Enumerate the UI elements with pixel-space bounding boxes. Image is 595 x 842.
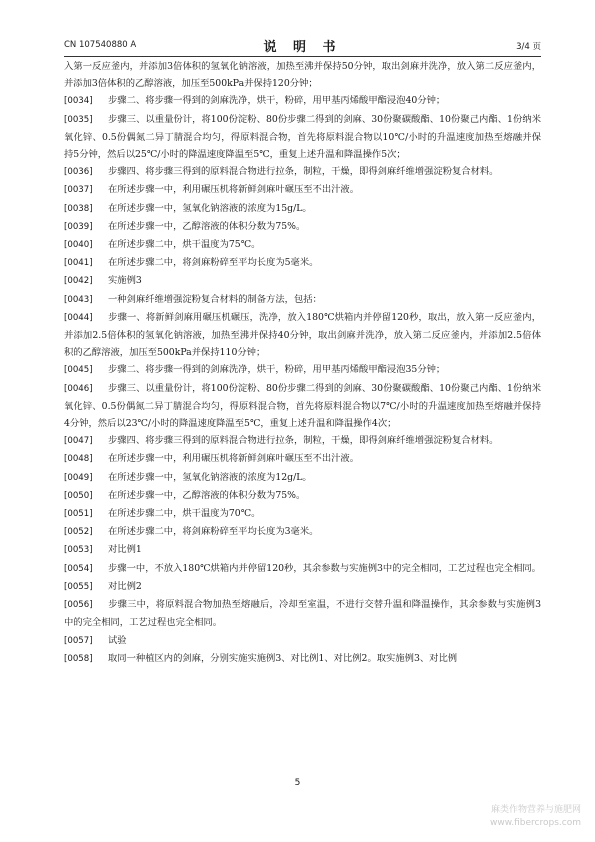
paragraph — [64, 361, 541, 379]
document-title: 说 明 书 — [263, 40, 342, 55]
paragraph-text: 步骤三、以重量份计，将100份淀粉、80份步骤二得到的剑麻、30份聚碳酸酯、10份聚己内酯、1份纳米氧化锌、0.5份偶氮二异丁腈混合均匀，得原料混合物，首先将原料混合物以7℃/小时的升温速度加热至熔融并保持4分钟，然后以23℃/小时的降温速度降温至5℃，重复上述升温和降温操作4次； — [64, 382, 541, 430]
paragraph-text: 一种剑麻纤维增强淀粉复合材料的制备方法，包括： — [108, 293, 322, 305]
paragraph — [64, 523, 541, 541]
paragraph — [64, 560, 541, 578]
paragraph — [64, 236, 541, 254]
paragraph-text: 在所述步骤一中，乙醇溶液的体积分数为75%。 — [108, 489, 306, 501]
paragraph — [64, 541, 541, 559]
paragraph-number: [0040] — [64, 240, 93, 251]
paragraph-text: 在所述步骤一中，利用碾压机将新鲜剑麻叶碾压至不出汁液。 — [108, 184, 360, 196]
paragraph-number: [0052] — [64, 527, 93, 538]
paragraph-text: 步骤二、将步骤一得到的剑麻洗净，烘干，粉碎，用甲基丙烯酸甲酯浸泡35分钟； — [108, 364, 446, 376]
paragraph — [64, 450, 541, 468]
paragraph — [64, 58, 541, 92]
paragraph-text: 在所述步骤一中，利用碾压机将新鲜剑麻叶碾压至不出汁液。 — [108, 453, 360, 465]
paragraph-number: [0054] — [64, 563, 93, 574]
paragraph — [64, 380, 541, 433]
paragraph — [64, 650, 541, 668]
paragraph-text: 在所述步骤二中，烘干温度为70℃。 — [108, 508, 261, 520]
paragraph-number: [0058] — [64, 653, 93, 664]
publication-number: CN 107540880 A — [64, 40, 137, 50]
paragraph-text: 步骤四、将步骤三得到的原料混合物进行拉条，制粒，干燥，即得剑麻纤维增强淀粉复合材料。 — [108, 166, 499, 178]
paragraph-text: 步骤一中，不放入180℃烘箱内并停留120秒，其余参数与实施例3中的完全相同，工艺过程也完全相同。 — [108, 562, 541, 574]
paragraph-number: [0048] — [64, 454, 93, 465]
watermark-url: www.fibercrops.com — [490, 818, 581, 828]
paragraph — [64, 487, 541, 505]
paragraph-text: 入第一反应釜内，并添加3倍体积的氢氧化钠溶液，加热至沸并保持50分钟，取出剑麻并洗净，放入第二反应釜内，并添加3倍体积的乙醇溶液，加压至500kPa并保持120分钟； — [64, 61, 541, 90]
paragraph-text: 步骤三中，将原料混合物加热至熔融后，冷却至室温，不进行交替升温和降温操作，其余参数与实施例3中的完全相同，工艺过程也完全相同。 — [64, 599, 541, 629]
paragraph — [64, 92, 541, 110]
watermark-site-name: 麻类作物营养与施肥网 — [490, 805, 581, 815]
paragraph-number: [0053] — [64, 545, 93, 556]
paragraph — [64, 254, 541, 272]
paragraph-number: [0042] — [64, 276, 93, 287]
document-body — [64, 58, 541, 668]
paragraph-number: [0035] — [64, 114, 93, 125]
paragraph-text: 试验 — [108, 634, 127, 646]
paragraph — [64, 309, 541, 362]
paragraph — [64, 596, 541, 631]
paragraph — [64, 505, 541, 523]
paragraph — [64, 218, 541, 236]
paragraph-text: 步骤四、将步骤三得到的原料混合物进行拉条，制粒，干燥，即得剑麻纤维增强淀粉复合材料。 — [108, 435, 499, 447]
paragraph-number: [0039] — [64, 221, 93, 232]
paragraph — [64, 111, 541, 164]
paragraph-number: [0055] — [64, 581, 93, 592]
paragraph-number: [0041] — [64, 258, 93, 269]
paragraph-text: 对比例2 — [108, 580, 142, 592]
paragraph-number: [0046] — [64, 383, 93, 394]
paragraph-number: [0057] — [64, 635, 93, 646]
paragraph-number: [0050] — [64, 490, 93, 501]
page-header — [64, 34, 541, 57]
paragraph — [64, 181, 541, 199]
paragraph-number: [0037] — [64, 185, 93, 196]
paragraph-number: [0049] — [64, 472, 93, 483]
paragraph-text: 对比例1 — [108, 544, 142, 556]
paragraph-text: 在所述步骤二中，烘干温度为75℃。 — [108, 239, 261, 251]
paragraph — [64, 200, 541, 218]
paragraph-text: 取同一种植区内的剑麻，分别实施实施例3、对比例1、对比例2。取实施例3、对比例 — [108, 652, 458, 664]
paragraph-text: 在所述步骤一中，氢氧化钠溶液的浓度为15g/L。 — [108, 202, 312, 214]
paragraph — [64, 632, 541, 650]
paragraph-text: 在所述步骤一中，氢氧化钠溶液的浓度为12g/L。 — [108, 471, 312, 483]
paragraph — [64, 432, 541, 450]
paragraph — [64, 469, 541, 487]
paragraph-text: 在所述步骤一中，乙醇溶液的体积分数为75%。 — [108, 220, 306, 232]
site-watermark — [490, 804, 581, 830]
paragraph-text: 在所述步骤二中，将剑麻粉碎至平均长度为5毫米。 — [108, 257, 319, 269]
paragraph-number: [0051] — [64, 509, 93, 520]
paragraph-number: [0038] — [64, 203, 93, 214]
paragraph-number: [0043] — [64, 294, 93, 305]
page-indicator: 3/4 页 — [516, 42, 541, 52]
paragraph-number: [0034] — [64, 96, 93, 107]
paragraph-number: [0056] — [64, 600, 93, 611]
paragraph — [64, 272, 541, 290]
paragraph-text: 实施例3 — [108, 275, 142, 287]
page-number: 5 — [294, 778, 301, 788]
paragraph — [64, 163, 541, 181]
paragraph — [64, 578, 541, 596]
paragraph-number: [0047] — [64, 436, 93, 447]
paragraph-text: 在所述步骤二中，将剑麻粉碎至平均长度为3毫米。 — [108, 526, 319, 538]
paragraph — [64, 291, 541, 309]
paragraph-number: [0036] — [64, 167, 93, 178]
paragraph-number: [0044] — [64, 312, 93, 323]
paragraph-text: 步骤三、以重量份计，将100份淀粉、80份步骤二得到的剑麻、30份聚碳酸酯、10份聚己内酯、1份纳米氧化锌、0.5份偶氮二异丁腈混合均匀，得原料混合物，首先将原料混合物以10℃/小时的升温速度加热至熔融并保持5分钟，然后以25℃/小时的降温速度降温至5℃，重复上述升温和降温操作5次； — [64, 113, 541, 161]
paragraph-number: [0045] — [64, 365, 93, 376]
paragraph-text: 步骤二、将步骤一得到的剑麻洗净，烘干，粉碎，用甲基丙烯酸甲酯浸泡40分钟； — [108, 95, 446, 107]
paragraph-text: 步骤一、将新鲜剑麻用碾压机碾压，洗净，放入180℃烘箱内并停留120秒，取出，放入第一反应釜内，并添加2.5倍体积的氢氧化钠溶液，加热至沸并保持40分钟，取出剑麻并洗净，放入第二反应釜内，并添加2.5倍体积的乙醇溶液，加压至500kPa并保持110分钟； — [64, 311, 541, 359]
